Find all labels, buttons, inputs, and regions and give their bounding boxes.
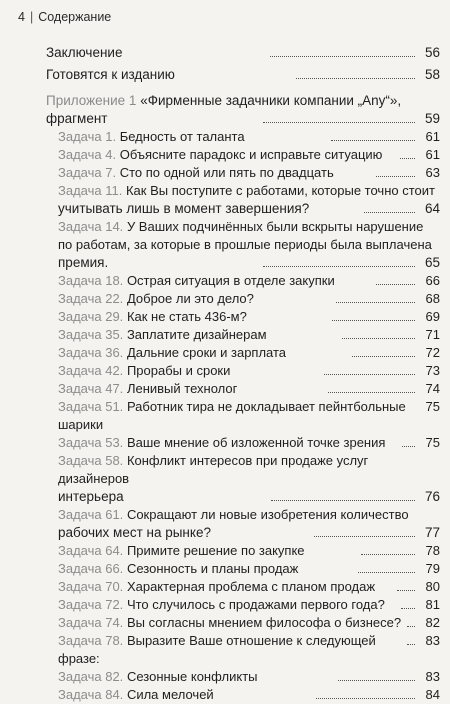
dot-leader xyxy=(296,78,415,79)
page-number: 4 xyxy=(18,10,25,24)
task-title: Сезонные конфликты xyxy=(126,669,258,684)
dot-leader xyxy=(361,554,415,555)
dot-leader xyxy=(316,698,415,699)
toc-task xyxy=(46,326,440,344)
task-title: У Ваших подчинённых были вскрыты нарушение xyxy=(126,219,424,234)
task-page: 75 xyxy=(425,435,441,450)
toc-task xyxy=(46,542,440,560)
dot-leader xyxy=(358,572,415,573)
toc-task xyxy=(46,686,440,704)
task-page: 71 xyxy=(425,327,440,342)
task-page: 61 xyxy=(425,129,440,144)
task-page: 75 xyxy=(425,399,440,414)
toc-entry-page: 58 xyxy=(424,67,440,82)
task-title-cont: по работам, за которые в прошлые периоды была выплачена xyxy=(58,237,432,252)
task-page: 65 xyxy=(424,255,440,270)
task-number: Задача 74. xyxy=(58,615,124,630)
dot-leader xyxy=(376,176,415,177)
task-page: 69 xyxy=(425,309,440,324)
task-page: 77 xyxy=(424,525,440,540)
table-of-contents xyxy=(46,44,440,704)
toc-entry-conclusion xyxy=(46,44,440,62)
task-page: 68 xyxy=(425,291,440,306)
task-number: Задача 36. xyxy=(58,345,124,360)
task-number: Задача 11. xyxy=(58,183,123,198)
dot-leader xyxy=(401,608,415,609)
task-number: Задача 84. xyxy=(58,687,124,702)
task-page: 73 xyxy=(425,363,441,378)
task-page: 72 xyxy=(425,345,441,360)
dot-leader xyxy=(338,680,415,681)
task-page: 76 xyxy=(424,489,441,504)
toc-task-multiline xyxy=(46,182,440,218)
task-page: 63 xyxy=(425,165,441,180)
header-title: Содержание xyxy=(38,10,112,24)
task-page: 79 xyxy=(425,561,440,576)
dot-leader xyxy=(352,356,415,357)
task-title: Работник тира не докладывает пейнтбольные шарики xyxy=(58,399,406,432)
toc-task xyxy=(46,344,440,362)
toc-task xyxy=(46,632,440,668)
task-title-cont: учитывать лишь в момент завершения? xyxy=(58,201,310,216)
dot-leader xyxy=(342,338,415,339)
toc-task-multiline xyxy=(46,452,440,506)
task-number: Задача 61. xyxy=(58,507,124,522)
task-number: Задача 53. xyxy=(58,435,124,450)
dot-leader xyxy=(407,626,415,627)
task-number: Задача 66. xyxy=(58,561,124,576)
task-number: Задача 70. xyxy=(58,579,124,594)
task-number: Задача 35. xyxy=(58,327,124,342)
task-number: Задача 78. xyxy=(58,633,124,648)
appendix-page: 59 xyxy=(424,111,441,126)
task-page: 81 xyxy=(425,597,440,612)
task-number: Задача 4. xyxy=(58,147,117,162)
toc-task xyxy=(46,272,440,290)
dot-leader xyxy=(263,122,415,123)
task-page: 64 xyxy=(424,201,441,216)
task-number: Задача 22. xyxy=(58,291,124,306)
task-number: Задача 14. xyxy=(58,219,124,234)
task-title: Ваше мнение об изложенной точке зрения xyxy=(126,435,386,450)
appendix-prefix: Приложение 1 xyxy=(46,93,137,108)
toc-entry-label: Готовятся к изданию xyxy=(46,67,175,82)
task-title: Прорабы и сроки xyxy=(126,363,231,378)
dot-leader xyxy=(376,284,415,285)
task-number: Задача 58. xyxy=(58,453,124,468)
dot-leader xyxy=(263,266,415,267)
task-number: Задача 82. xyxy=(58,669,124,684)
toc-task xyxy=(46,578,440,596)
task-title: Заплатите дизайнерам xyxy=(126,327,267,342)
task-title: Как не стать 436-м? xyxy=(126,309,247,324)
task-title: Бедность от таланта xyxy=(119,129,245,144)
toc-task xyxy=(46,398,440,434)
dot-leader xyxy=(402,446,415,447)
task-page: 83 xyxy=(425,633,440,648)
toc-entry-label: Заключение xyxy=(46,45,123,60)
task-number: Задача 64. xyxy=(58,543,124,558)
task-title: Острая ситуация в отделе закупки xyxy=(126,273,335,288)
toc-entry-page: 56 xyxy=(424,45,441,60)
toc-task-multiline xyxy=(46,506,440,542)
appendix-title-line2: фрагмент xyxy=(46,111,108,126)
toc-task-multiline xyxy=(46,218,440,272)
toc-task xyxy=(46,614,440,632)
task-title: Ленивый технолог xyxy=(126,381,238,396)
task-title-cont: интерьера xyxy=(58,489,124,504)
task-title: Характерная проблема с планом продаж xyxy=(126,579,376,594)
dot-leader xyxy=(324,374,415,375)
task-page: 83 xyxy=(425,669,440,684)
dot-leader xyxy=(397,590,415,591)
toc-task xyxy=(46,380,440,398)
dot-leader xyxy=(364,212,415,213)
task-number: Задача 72. xyxy=(58,597,124,612)
task-number: Задача 29. xyxy=(58,309,124,324)
task-number: Задача 47. xyxy=(58,381,124,396)
dot-leader xyxy=(331,140,415,141)
toc-task xyxy=(46,290,440,308)
task-title: Как Вы поступите с работами, которые точно стоит xyxy=(125,183,435,198)
toc-entry-forthcoming xyxy=(46,66,440,84)
task-title: Конфликт интересов при продаже услуг дизайнеров xyxy=(58,453,369,486)
dot-leader xyxy=(336,302,415,303)
task-number: Задача 1. xyxy=(58,129,117,144)
dot-leader xyxy=(270,56,415,57)
task-title: Сокращают ли новые изобретения количество xyxy=(126,507,409,522)
dot-leader xyxy=(400,158,415,159)
task-number: Задача 18. xyxy=(58,273,124,288)
task-title: Примите решение по закупке xyxy=(126,543,305,558)
toc-task xyxy=(46,308,440,326)
task-page: 61 xyxy=(425,147,440,162)
dot-leader xyxy=(314,536,415,537)
task-page: 82 xyxy=(425,615,440,630)
task-title: Вы согласны мнением философа о бизнесе? xyxy=(126,615,402,630)
task-title: Дальние сроки и зарплата xyxy=(126,345,287,360)
toc-task xyxy=(46,164,440,182)
task-page: 80 xyxy=(425,579,441,594)
task-title: Сила мелочей xyxy=(126,687,214,702)
task-title: Доброе ли это дело? xyxy=(126,291,254,306)
task-title: Сезонность и планы продаж xyxy=(126,561,299,576)
task-title-cont: премия. xyxy=(58,255,109,270)
dot-leader xyxy=(332,320,415,321)
toc-entry-appendix xyxy=(46,92,440,128)
dot-leader xyxy=(407,644,415,645)
task-page: 66 xyxy=(425,273,441,288)
task-title: Сто по одной или пять по двадцать xyxy=(119,165,334,180)
toc-task xyxy=(46,668,440,686)
task-title: Выразите Ваше отношение к следующей фразе: xyxy=(58,633,376,666)
dot-leader xyxy=(328,392,415,393)
toc-task xyxy=(46,596,440,614)
task-number: Задача 7. xyxy=(58,165,117,180)
task-page: 74 xyxy=(425,381,440,396)
task-page: 84 xyxy=(425,687,441,702)
toc-task xyxy=(46,146,440,164)
task-number: Задача 42. xyxy=(58,363,124,378)
task-title-cont: рабочих мест на рынке? xyxy=(58,525,211,540)
task-title: Что случилось с продажами первого года? xyxy=(126,597,385,612)
task-number: Задача 51. xyxy=(58,399,124,414)
task-title: Объясните парадокс и исправьте ситуацию xyxy=(119,147,383,162)
task-page: 78 xyxy=(425,543,441,558)
dot-leader xyxy=(271,500,415,501)
running-header xyxy=(18,10,111,24)
header-separator: | xyxy=(29,10,34,24)
toc-task xyxy=(46,560,440,578)
toc-task xyxy=(46,362,440,380)
appendix-title-line1: «Фирменные задачники компании „Any“», xyxy=(140,93,402,108)
toc-task xyxy=(46,128,440,146)
toc-task xyxy=(46,434,440,452)
